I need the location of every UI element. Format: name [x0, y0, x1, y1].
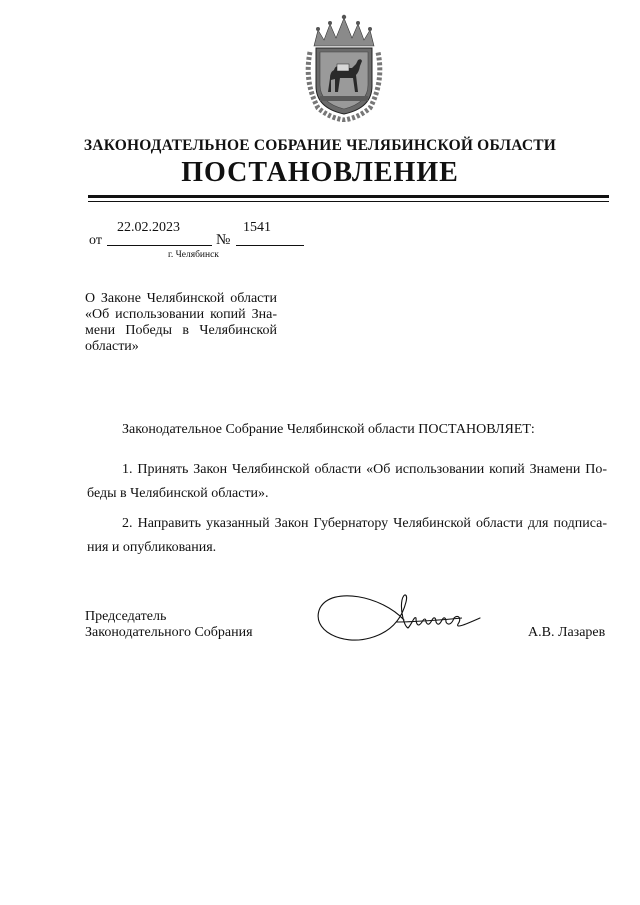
- coat-of-arms-icon: [300, 12, 388, 122]
- organization-title: ЗАКОНОДАТЕЛЬНОЕ СОБРАНИЕ ЧЕЛЯБИНСКОЙ ОБЛАСТИ: [83, 137, 557, 154]
- preamble-text: Законодательное Собрание Челябинской области ПОСТАНОВЛЯЕТ:: [122, 422, 535, 437]
- subject-line: области»: [85, 339, 139, 354]
- document-type-title: ПОСТАНОВЛЕНИЕ: [181, 157, 459, 188]
- preamble-paragraph: [87, 418, 607, 442]
- number-sign-label: №: [216, 232, 231, 248]
- document-number: 1541: [243, 220, 271, 235]
- signatory-role: [85, 609, 253, 641]
- resolution-item-1: [87, 458, 607, 506]
- handwritten-signature-icon: [312, 588, 492, 650]
- item-line: 2. Направить указанный Закон Губернатору Челябинской области для подписа-: [122, 516, 607, 531]
- document-subject: [85, 291, 277, 355]
- item-line: ния и опубликования.: [87, 540, 217, 555]
- item-line: 1. Принять Закон Челябинской области «Об использовании копий Знамени По-: [122, 462, 607, 477]
- role-line: Законодательного Собрания: [85, 625, 253, 640]
- resolution-item-2: [87, 512, 607, 560]
- role-line: Председатель: [85, 609, 167, 624]
- date-underline: [107, 245, 212, 246]
- subject-line: мени Победы в Челябинской: [85, 323, 277, 338]
- number-underline: [236, 245, 304, 246]
- header-divider-thin: [88, 201, 609, 202]
- item-line: беды в Челябинской области».: [87, 486, 269, 501]
- header-divider-thick: [88, 195, 609, 198]
- subject-line: О Законе Челябинской области: [85, 291, 277, 306]
- signatory-name: А.В. Лазарев: [528, 625, 606, 640]
- subject-line: «Об использовании копий Зна-: [85, 307, 277, 322]
- city-label: г. Челябинск: [168, 250, 219, 260]
- date-prefix-label: от: [89, 233, 102, 248]
- document-date: 22.02.2023: [117, 220, 180, 235]
